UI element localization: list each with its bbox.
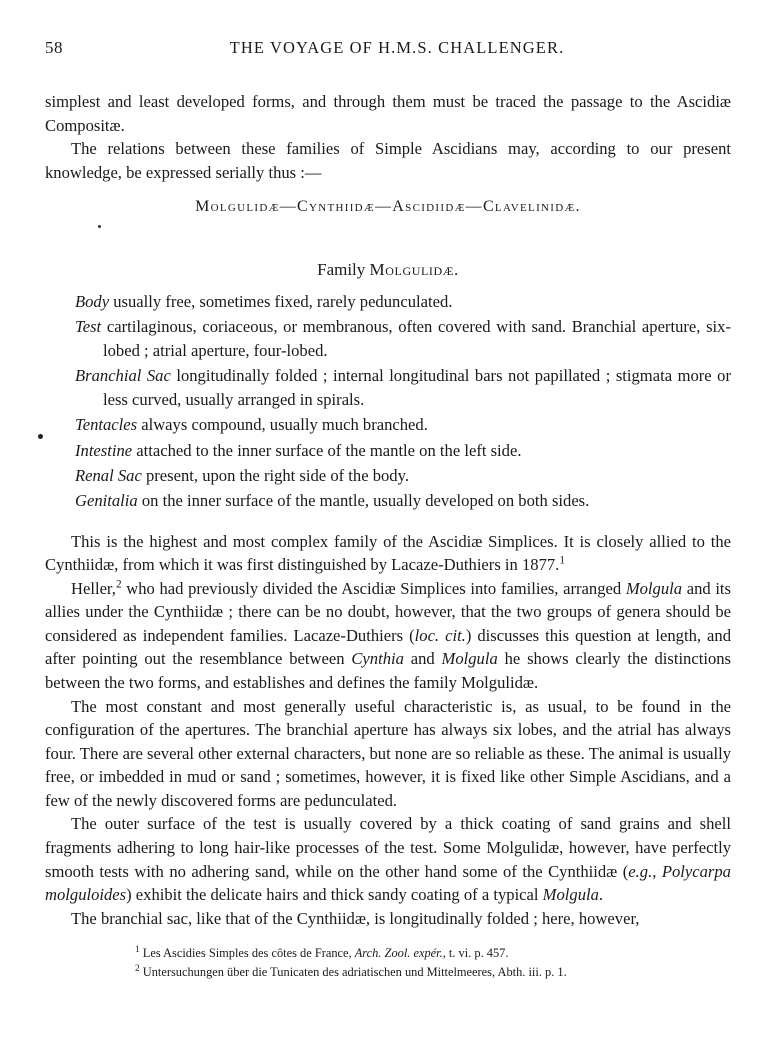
family-characters-list <box>45 290 731 512</box>
paragraph-relations: The relations between these families of Simple Ascidians may, according to our present knowledge, be expressed serially thus :— <box>45 139 731 182</box>
page-number: 58 <box>45 38 63 57</box>
list-item <box>45 290 731 314</box>
genus-name: Molgula <box>441 649 498 669</box>
body-column <box>45 90 731 930</box>
character-text: longitudinally folded ; internal longitudinal bars not papillated ; stigmata more or less curved, usually arranged in spirals. <box>103 366 731 410</box>
citation-loc-cit: loc. cit. <box>414 625 466 645</box>
footnote-marker: 2 <box>135 963 140 974</box>
character-term: Intestine <box>75 440 133 460</box>
ink-speck <box>38 434 43 439</box>
footnote-ref-1[interactable]: 1 <box>559 554 565 567</box>
footnote-text: Untersuchungen über die Tunicaten des adriatischen und Mittelmeeres, Abth. iii. p. 1. <box>142 964 567 979</box>
paragraph-text: This is the highest and most complex family of the Ascidiæ Simplices. It is closely allied to the Cynthiidæ, from which it was first distinguished by Lacaze-Duthiers in 1877. <box>45 531 731 575</box>
paragraph-text: Heller, <box>71 578 116 598</box>
character-term: Branchial Sac <box>75 366 171 386</box>
page-header <box>0 38 776 78</box>
character-text: attached to the inner surface of the mantle on the left side. <box>132 440 522 460</box>
family-heading-name: Molgulidæ. <box>369 260 459 280</box>
family-heading-prefix: Family <box>317 260 370 280</box>
list-item <box>45 464 731 488</box>
character-term: Genitalia <box>75 490 138 510</box>
genus-name: Molgula <box>542 885 599 905</box>
footnote-ref-2[interactable]: 2 <box>115 578 122 591</box>
paragraph-test-surface <box>45 812 731 906</box>
footnotes-block <box>45 944 731 981</box>
list-item <box>45 489 731 513</box>
paragraph-opening: simplest and least developed forms, and through them must be traced the passage to the Ascidiæ Compositæ. <box>45 92 731 135</box>
paragraph-text: . <box>598 885 604 905</box>
footnote-marker: 1 <box>135 944 140 955</box>
genus-name: Molgula <box>625 578 683 598</box>
footnote-text: Les Ascidies Simples des côtes de France, <box>142 946 355 960</box>
paragraph-text: ) discusses this question at length, and after pointing out the resemblance between <box>45 625 731 669</box>
character-term: Tentacles <box>75 415 138 435</box>
species-name: e.g., Polycarpa molguloides <box>45 861 731 905</box>
character-term: Body <box>75 292 110 312</box>
character-text: present, upon the right side of the body. <box>141 465 409 485</box>
character-term: Test <box>75 317 102 337</box>
family-heading <box>45 260 731 280</box>
character-term: Renal Sac <box>75 465 142 485</box>
footnote-text: , t. vi. p. 457. <box>442 946 509 960</box>
list-item <box>45 413 731 437</box>
list-item <box>45 315 731 363</box>
paragraph-text: and <box>403 649 442 669</box>
paragraph-highest-family <box>45 530 731 577</box>
character-text: on the inner surface of the mantle, usually developed on both sides. <box>137 490 590 510</box>
paragraph-text: ) exhibit the delicate hairs and thick sandy coating of a typical <box>126 885 543 905</box>
paragraph-apertures: The most constant and most generally useful characteristic is, as usual, to be found in the configuration of the apertures. The branchial aperture has always six lobes, and the atrial has always four. There are several other external characters, but none are so reliable as these. The animal is usually free, or imbedded in mud or sand ; sometimes, however, it is fixed like other Simple Ascidians, and a few of the newly discovered forms are pedunculated. <box>45 696 731 810</box>
genus-name: Cynthia <box>351 649 404 669</box>
footnote-journal: Arch. Zool. expér. <box>354 946 443 960</box>
paragraph-heller <box>45 577 731 695</box>
character-text: usually free, sometimes fixed, rarely pedunculated. <box>109 292 453 312</box>
running-title: THE VOYAGE OF H.M.S. CHALLENGER. <box>229 38 565 57</box>
paragraph-text: and its allies under the Cynthiidæ ; there can be no doubt, however, that the two groups of genera should be considered as independent families. Lacaze-Duthiers ( <box>45 578 731 645</box>
paragraph-text: The outer surface of the test is usually covered by a thick coating of sand grains and shell fragments adhering to long hair-like processes of the test. Some Molgulidæ, however, have perfectly smooth tests with no adhering sand, while on the other hand some of the Cynthiidæ ( <box>45 814 731 881</box>
paragraph-branchial-sac: The branchial sac, like that of the Cynthiidæ, is longitudinally folded ; here, however, <box>71 908 640 928</box>
footnote-2 <box>45 963 731 982</box>
character-text: cartilaginous, coriaceous, or membranous, often covered with sand. Branchial aperture, six-lobed ; atrial aperture, four-lobed. <box>101 317 731 361</box>
footnote-1 <box>45 944 731 963</box>
list-item <box>45 439 731 463</box>
paragraph-text: he shows clearly the distinctions between the two forms, and establishes and defines the family Molgulidæ. <box>45 649 731 693</box>
family-series-line: Molgulidæ—Cynthiidæ—Ascidiidæ—Clavelinidæ. <box>195 198 581 216</box>
paragraph-text: who had previously divided the Ascidiæ Simplices into families, arranged <box>121 578 626 598</box>
character-text: always compound, usually much branched. <box>137 415 428 435</box>
list-item <box>45 364 731 412</box>
